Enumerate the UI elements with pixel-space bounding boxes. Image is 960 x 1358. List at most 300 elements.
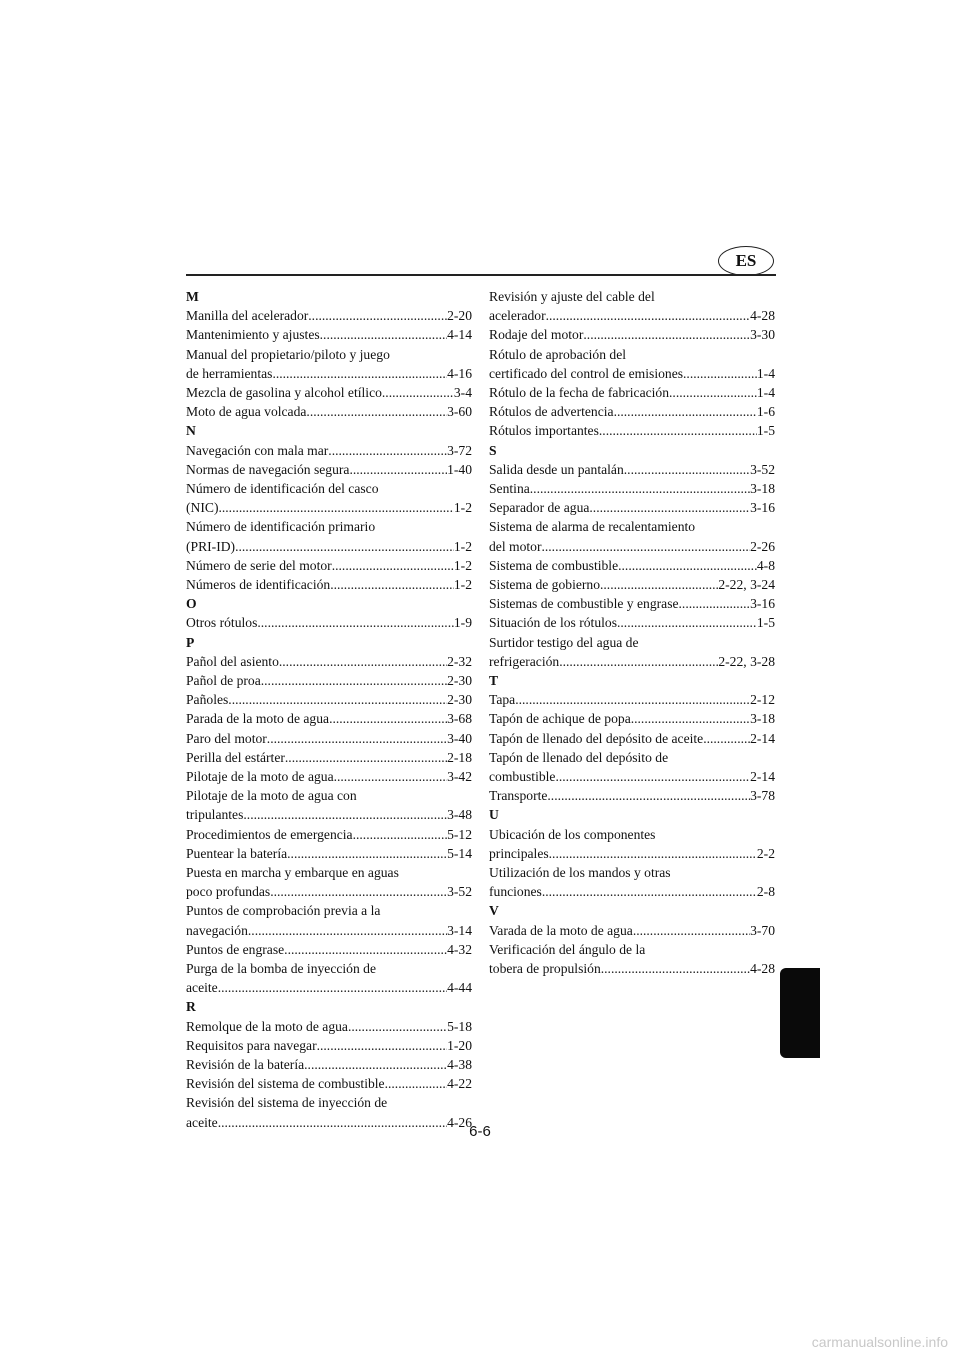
- dot-leader: [679, 594, 751, 613]
- index-section-letter: T: [489, 673, 499, 689]
- index-entry-row: [186, 1074, 472, 1093]
- index-entry-text: Revisión de la batería: [186, 1057, 305, 1073]
- index-entry: [186, 959, 472, 997]
- index-entry: [186, 1036, 472, 1055]
- index-page-ref: 3-52: [750, 461, 775, 477]
- index-entry-row: [186, 537, 472, 556]
- index-entry-text: Varada de la moto de agua: [489, 922, 633, 938]
- index-entry: [489, 729, 775, 748]
- dot-leader: [228, 690, 447, 709]
- index-page-ref: 4-16: [447, 365, 472, 381]
- index-entry-text: Otros rótulos: [186, 615, 258, 631]
- index-page-ref: 2-22, 3-28: [718, 653, 775, 669]
- index-page-ref: 3-52: [447, 884, 472, 900]
- dot-leader: [317, 1036, 447, 1055]
- index-entry-row: [186, 690, 472, 709]
- index-entry: [186, 575, 472, 594]
- dot-leader: [334, 767, 447, 786]
- index-page-ref: 2-14: [750, 769, 775, 785]
- index-entry: [186, 748, 472, 767]
- index-entry-row: [186, 575, 472, 594]
- dot-leader: [542, 882, 757, 901]
- index-entry-row: [489, 556, 775, 575]
- index-page-ref: 1-5: [756, 423, 775, 439]
- index-entry-row: [186, 729, 472, 748]
- index-entry-text: tripulantes: [186, 807, 244, 823]
- index-entry: [489, 556, 775, 575]
- index-entry-row: [186, 306, 472, 325]
- index-entry-text: principales: [489, 845, 549, 861]
- index-entry-text: Mantenimiento y ajustes: [186, 327, 320, 343]
- index-entry-row: [186, 978, 472, 997]
- index-entry-text: Sistema de combustible: [489, 557, 619, 573]
- index-entry: [489, 921, 775, 940]
- index-entry-text: Pilotaje de la moto de agua con: [186, 788, 357, 804]
- index-page-ref: 1-4: [756, 365, 775, 381]
- dot-leader: [332, 556, 454, 575]
- index-page-ref: 3-48: [447, 807, 472, 823]
- index-entry-text: Número de serie del motor: [186, 557, 332, 573]
- index-entry-text: Rótulo de la fecha de fabricación: [489, 385, 670, 401]
- index-entry-text: Sistema de gobierno: [489, 577, 600, 593]
- dot-leader: [218, 978, 447, 997]
- index-entry-text: Requisitos para navegar: [186, 1037, 317, 1053]
- index-entry-text: funciones: [489, 884, 542, 900]
- index-entry-text: Paro del motor: [186, 730, 267, 746]
- index-page-ref: 3-78: [750, 788, 775, 804]
- index-entry-row: [186, 748, 472, 767]
- index-page-ref: 4-14: [447, 327, 472, 343]
- index-entry: [186, 402, 472, 421]
- watermark: carmanualsonline.info: [811, 1334, 948, 1350]
- index-entry-row: [186, 383, 472, 402]
- index-page-ref: 3-68: [447, 711, 472, 727]
- index-section-letter: M: [186, 289, 199, 304]
- index-entry: [489, 287, 775, 325]
- index-page-ref: 3-42: [447, 769, 472, 785]
- index-page-ref: 2-26: [750, 538, 775, 554]
- index-entry-text: (NIC): [186, 500, 219, 516]
- dot-leader: [235, 537, 454, 556]
- index-entry-row: [489, 652, 775, 671]
- index-entry: [186, 786, 472, 824]
- index-entry-text: Sistemas de combustible y engrase: [489, 596, 679, 612]
- dot-leader: [353, 825, 447, 844]
- index-entry-row: [489, 767, 775, 786]
- index-entry-text: Manual del propietario/piloto y juego: [186, 346, 390, 362]
- index-entry-text: Tapón de llenado del depósito de: [489, 749, 669, 765]
- header-rule: [186, 274, 776, 276]
- dot-leader: [385, 1074, 447, 1093]
- dot-leader: [218, 498, 453, 517]
- index-page-ref: 4-26: [447, 1114, 472, 1130]
- index-entry-text: Tapón de llenado del depósito de aceite: [489, 730, 704, 746]
- index-entry: [186, 690, 472, 709]
- index-entry: [186, 825, 472, 844]
- index-page-ref: 2-8: [756, 884, 775, 900]
- index-entry-row: [186, 1055, 472, 1074]
- index-entry-text: refrigeración: [489, 653, 560, 669]
- index-entry-text: Número de identificación primario: [186, 519, 376, 535]
- dot-leader: [308, 306, 447, 325]
- index-section-letter: N: [186, 423, 196, 439]
- dot-leader: [306, 402, 447, 421]
- index-page-ref: 5-14: [447, 845, 472, 861]
- index-entry: [489, 325, 775, 344]
- dot-leader: [583, 325, 750, 344]
- index-entry-text: Moto de agua volcada: [186, 404, 307, 420]
- index-entry-row: [186, 556, 472, 575]
- index-page-ref: 4-22: [447, 1076, 472, 1092]
- index-entry-text: Procedimientos de emergencia: [186, 826, 353, 842]
- index-entry-row: [186, 652, 472, 671]
- index-entry: [489, 383, 775, 402]
- index-entry-text: Verificación del ángulo de la: [489, 941, 646, 957]
- index-page-ref: 1-2: [453, 557, 472, 573]
- index-entry-row: [186, 825, 472, 844]
- dot-leader: [703, 729, 750, 748]
- index-entry: [186, 1074, 472, 1093]
- index-entry-text: Rótulos de advertencia: [489, 404, 614, 420]
- index-page-ref: 1-5: [756, 615, 775, 631]
- index-entry-text: Rótulo de aprobación del: [489, 346, 627, 362]
- dot-leader: [631, 709, 750, 728]
- index-entry-text: combustible: [489, 769, 556, 785]
- index-entry: [186, 863, 472, 901]
- dot-leader: [349, 460, 447, 479]
- index-page-ref: 1-2: [453, 500, 472, 516]
- index-entry-row: [186, 671, 472, 690]
- index-entry-row: [186, 325, 472, 344]
- index-entry-text: Rótulos importantes: [489, 423, 599, 439]
- dot-leader: [261, 671, 447, 690]
- index-entry-text: tobera de propulsión: [489, 961, 601, 977]
- index-entry-row: [186, 940, 472, 959]
- dot-leader: [683, 364, 757, 383]
- index-entry-row: [489, 786, 775, 805]
- index-entry-text: Surtidor testigo del agua de: [489, 634, 639, 650]
- index-entry-row: [186, 805, 472, 824]
- dot-leader: [267, 729, 447, 748]
- index-entry-text: Parada de la moto de agua: [186, 711, 330, 727]
- index-page-ref: 1-20: [447, 1037, 472, 1053]
- index-page-ref: 4-28: [750, 308, 775, 324]
- index-page-ref: 3-70: [750, 922, 775, 938]
- index-entry-text: Puntos de engrase: [186, 941, 285, 957]
- index-entry-row: [186, 498, 472, 517]
- index-entry-text: Revisión y ajuste del cable del: [489, 289, 655, 304]
- index-entry-row: [489, 575, 775, 594]
- index-entry-row: [489, 325, 775, 344]
- index-entry-text: certificado del control de emisiones: [489, 365, 684, 381]
- language-badge: ES: [718, 246, 774, 276]
- dot-leader: [285, 748, 447, 767]
- index-page-ref: 2-18: [447, 749, 472, 765]
- index-page-ref: 2-22, 3-24: [718, 577, 775, 593]
- index-page-ref: 3-14: [447, 922, 472, 938]
- index-page-ref: 4-32: [447, 941, 472, 957]
- index-entry-row: [186, 1036, 472, 1055]
- dot-leader: [270, 882, 447, 901]
- index-entry: [186, 345, 472, 383]
- index-entry: [186, 844, 472, 863]
- index-entry-row: [186, 844, 472, 863]
- index-entry-text: aceite: [186, 1114, 218, 1130]
- index-entry-text: Rodaje del motor: [489, 327, 584, 343]
- index-page-ref: 1-2: [453, 577, 472, 593]
- dot-leader: [633, 921, 750, 940]
- index-entry-text: aceite: [186, 980, 218, 996]
- index-entry-text: navegación: [186, 922, 248, 938]
- index-entry: [489, 786, 775, 805]
- index-page-ref: 1-9: [453, 615, 472, 631]
- index-entry-text: Tapón de achique de popa: [489, 711, 631, 727]
- index-column-left: [186, 287, 472, 1132]
- index-entry-row: [489, 537, 775, 556]
- index-column-right: [489, 287, 775, 978]
- index-entry-text: acelerador: [489, 308, 546, 324]
- dot-leader: [248, 921, 447, 940]
- index-page-ref: 1-6: [756, 404, 775, 420]
- index-entry: [186, 767, 472, 786]
- index-entry-text: Sentina: [489, 481, 530, 497]
- index-page-ref: 2-30: [447, 673, 472, 688]
- index-entry-text: Utilización de los mandos y otras: [489, 865, 671, 881]
- index-entry: [186, 671, 472, 690]
- index-page-ref: 2-14: [750, 730, 775, 746]
- dot-leader: [287, 844, 447, 863]
- index-page-ref: 3-40: [447, 730, 472, 746]
- index-entry-text: Tapa: [489, 692, 516, 708]
- index-entry-text: Separador de agua: [489, 500, 590, 516]
- index-entry-text: Revisión del sistema de inyección de: [186, 1095, 388, 1111]
- index-entry-row: [489, 498, 775, 517]
- index-entry-text: Puesta en marcha y embarque en aguas: [186, 865, 399, 881]
- index-entry-row: [489, 402, 775, 421]
- index-entry: [186, 901, 472, 939]
- index-page-ref: 5-18: [447, 1018, 472, 1034]
- index-entry-text: Pañoles: [186, 692, 229, 708]
- index-entry-text: Situación de los rótulos: [489, 615, 617, 631]
- index-page-ref: 5-12: [447, 826, 472, 842]
- page-number: 6-6: [469, 1123, 491, 1140]
- index-entry-row: [489, 479, 775, 498]
- index-entry: [489, 421, 775, 440]
- dot-leader: [549, 844, 757, 863]
- index-entry-row: [186, 613, 472, 632]
- index-section-letter: U: [489, 807, 499, 823]
- index-entry-row: [186, 460, 472, 479]
- index-entry: [489, 825, 775, 863]
- dot-leader: [541, 537, 750, 556]
- index-entry-row: [489, 460, 775, 479]
- index-entry-text: Pilotaje de la moto de agua: [186, 769, 334, 785]
- index-entry: [186, 1055, 472, 1074]
- index-entry-row: [489, 383, 775, 402]
- index-entry-text: Pañol de proa: [186, 673, 261, 688]
- dot-leader: [669, 383, 757, 402]
- index-page-ref: 2-20: [447, 308, 472, 324]
- index-page-ref: 3-30: [750, 327, 775, 343]
- index-entry: [489, 863, 775, 901]
- dot-leader: [279, 652, 447, 671]
- index-entry: [186, 306, 472, 325]
- index-section-letter: V: [489, 903, 499, 919]
- index-entry-row: [489, 959, 775, 978]
- index-entry-row: [489, 364, 775, 383]
- index-entry: [186, 729, 472, 748]
- index-entry: [186, 709, 472, 728]
- index-page-ref: 2-12: [750, 692, 775, 708]
- index-entry-text: Puentear la batería: [186, 845, 288, 861]
- index-entry-text: de herramientas: [186, 365, 273, 381]
- dot-leader: [243, 805, 447, 824]
- index-page-ref: 3-16: [750, 500, 775, 516]
- index-entry: [186, 613, 472, 632]
- dot-leader: [618, 556, 757, 575]
- index-entry: [489, 709, 775, 728]
- dot-leader: [515, 690, 750, 709]
- index-entry: [489, 479, 775, 498]
- index-entry: [489, 498, 775, 517]
- index-section-letter: P: [186, 634, 195, 650]
- index-entry-row: [489, 882, 775, 901]
- index-entry-text: Navegación con mala mar: [186, 442, 329, 458]
- dot-leader: [272, 364, 447, 383]
- index-entry: [489, 517, 775, 555]
- index-entry-text: Perilla del estárter: [186, 749, 285, 765]
- dot-leader: [600, 575, 718, 594]
- dot-leader: [599, 421, 757, 440]
- index-entry-row: [489, 690, 775, 709]
- dot-leader: [559, 652, 718, 671]
- index-entry: [186, 652, 472, 671]
- index-page-ref: 3-18: [750, 481, 775, 497]
- index-entry-text: Número de identificación del casco: [186, 481, 379, 496]
- dot-leader: [624, 460, 750, 479]
- index-entry-row: [186, 402, 472, 421]
- index-entry-text: Mezcla de gasolina y alcohol etílico: [186, 385, 382, 400]
- index-page-ref: 2-30: [447, 692, 472, 708]
- index-entry-text: Transporte: [489, 788, 548, 804]
- index-entry-text: Remolque de la moto de agua: [186, 1018, 348, 1034]
- index-entry: [186, 479, 472, 517]
- dot-leader: [320, 325, 447, 344]
- index-entry: [489, 594, 775, 613]
- index-page-ref: 3-72: [447, 442, 472, 458]
- index-page-ref: 4-8: [756, 557, 775, 573]
- index-entry-text: Puntos de comprobación previa a la: [186, 903, 381, 919]
- chapter-tab: [780, 968, 820, 1058]
- index-entry: [489, 633, 775, 671]
- dot-leader: [304, 1055, 447, 1074]
- index-page-ref: 1-40: [447, 461, 472, 477]
- index-page-ref: 3-18: [750, 711, 775, 727]
- dot-leader: [617, 613, 757, 632]
- index-entry: [186, 441, 472, 460]
- dot-leader: [555, 767, 750, 786]
- index-entry-row: [186, 364, 472, 383]
- index-entry-row: [186, 921, 472, 940]
- index-entry-text: Salida desde un pantalán: [489, 461, 624, 477]
- index-entry-row: [489, 613, 775, 632]
- index-entry-row: [186, 1017, 472, 1036]
- index-entry: [186, 517, 472, 555]
- index-entry-text: Manilla del acelerador: [186, 308, 309, 324]
- dot-leader: [257, 613, 454, 632]
- dot-leader: [547, 786, 750, 805]
- dot-leader: [589, 498, 750, 517]
- index-page-ref: 4-38: [447, 1057, 472, 1073]
- index-page-ref: 4-44: [447, 980, 472, 996]
- index-entry-text: (PRI-ID): [186, 538, 236, 554]
- index-page-ref: 3-16: [750, 596, 775, 612]
- index-entry-row: [489, 421, 775, 440]
- index-page-ref: 2-2: [756, 845, 775, 861]
- dot-leader: [329, 709, 447, 728]
- index-section-letter: R: [186, 999, 196, 1015]
- index-page-ref: 3-60: [447, 404, 472, 420]
- index-entry: [489, 613, 775, 632]
- index-entry-row: [489, 729, 775, 748]
- index-entry-text: Revisión del sistema de combustible: [186, 1076, 385, 1092]
- index-page-ref: 1-4: [756, 385, 775, 401]
- index-entry-row: [489, 844, 775, 863]
- index-entry: [489, 690, 775, 709]
- index-entry-row: [186, 709, 472, 728]
- index-page-ref: 2-32: [447, 653, 472, 669]
- index-entry: [489, 345, 775, 383]
- index-entry-text: Ubicación de los componentes: [489, 826, 656, 842]
- index-entry-text: poco profundas: [186, 884, 271, 900]
- dot-leader: [601, 959, 750, 978]
- index-entry: [489, 940, 775, 978]
- index-entry-row: [186, 441, 472, 460]
- index-entry-row: [489, 921, 775, 940]
- index-entry: [489, 748, 775, 786]
- index-entry: [186, 556, 472, 575]
- index-entry: [489, 575, 775, 594]
- index-section-letter: S: [489, 442, 497, 458]
- index-entry: [186, 325, 472, 344]
- index-entry-row: [489, 709, 775, 728]
- index-entry: [186, 383, 472, 402]
- dot-leader: [328, 441, 447, 460]
- dot-leader: [614, 402, 757, 421]
- index-entry-row: [489, 594, 775, 613]
- index-entry-text: Números de identificación: [186, 577, 331, 593]
- index-page-ref: 4-28: [750, 961, 775, 977]
- index-entry: [489, 460, 775, 479]
- index-entry-row: [489, 306, 775, 325]
- index-entry-text: Sistema de alarma de recalentamiento: [489, 519, 696, 535]
- dot-leader: [330, 575, 454, 594]
- index-page-ref: 3-4: [453, 385, 472, 400]
- index-entry-text: Normas de navegación segura: [186, 461, 350, 477]
- dot-leader: [284, 940, 447, 959]
- index-entry-text: Purga de la bomba de inyección de: [186, 961, 377, 977]
- index-entry: [186, 460, 472, 479]
- dot-leader: [348, 1017, 447, 1036]
- index-entry-row: [186, 882, 472, 901]
- dot-leader: [546, 306, 750, 325]
- index-entry-row: [186, 767, 472, 786]
- index-entry: [186, 1017, 472, 1036]
- index-entry-text: Pañol del asiento: [186, 653, 279, 669]
- index-entry: [489, 402, 775, 421]
- index-page-ref: 1-2: [453, 538, 472, 554]
- dot-leader: [382, 383, 454, 402]
